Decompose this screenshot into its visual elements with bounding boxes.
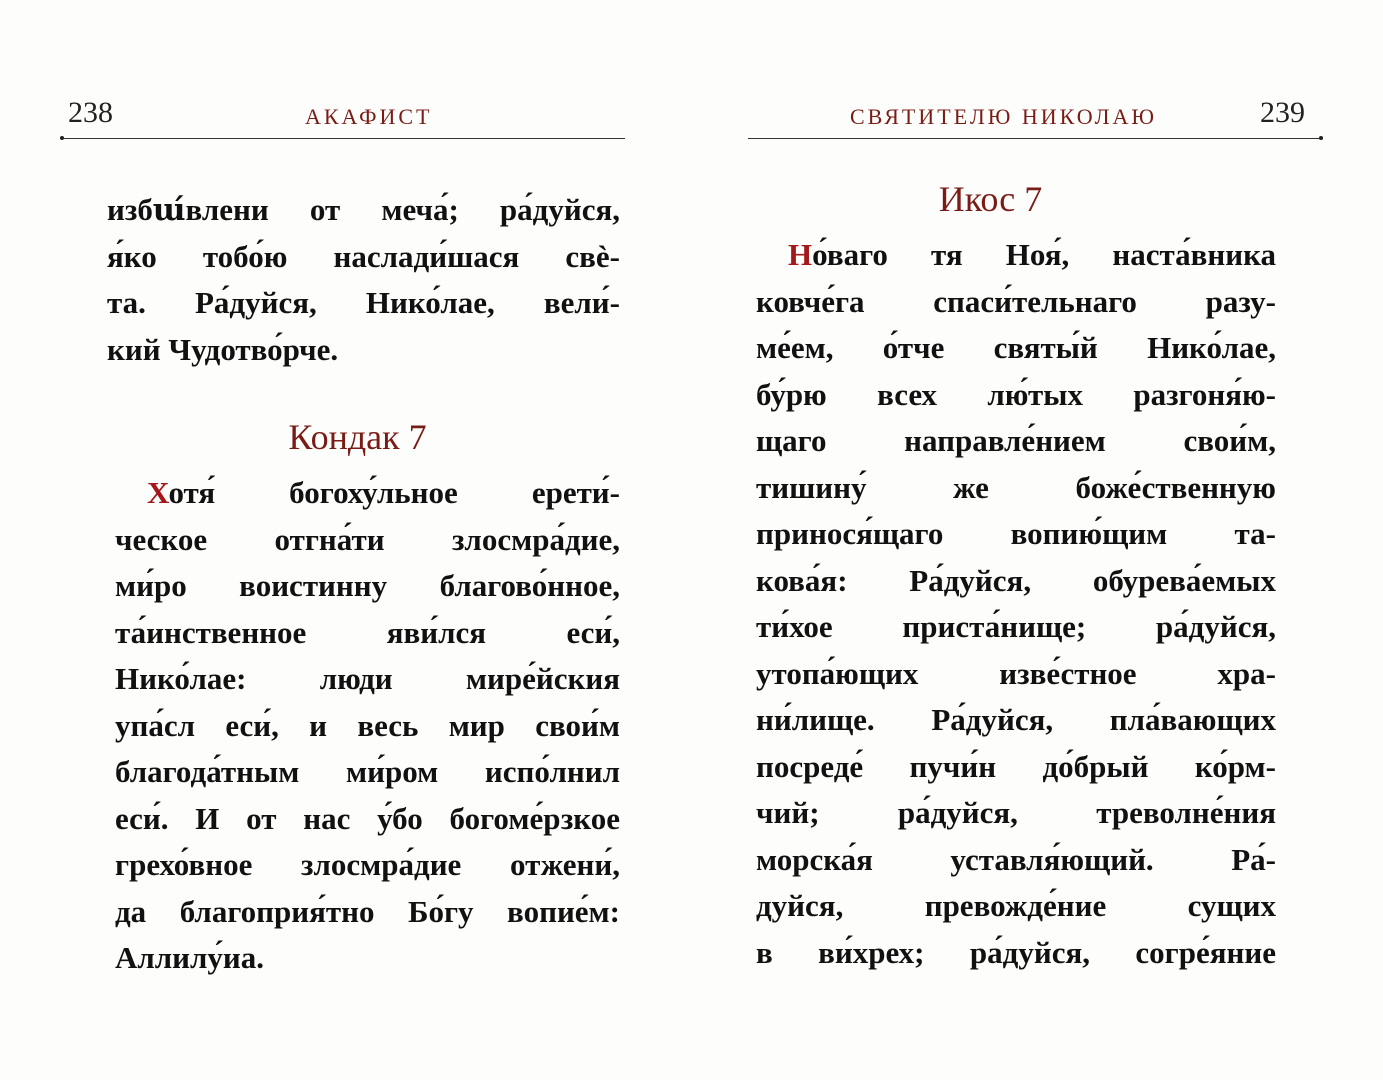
line-text: Нико́лае: люди мире́йския: [115, 661, 620, 696]
page-number: 238: [68, 96, 113, 129]
text-line: [115, 656, 620, 703]
line-text: ми́ро воистинну благово́нное,: [115, 568, 620, 603]
header-rule: [748, 138, 1323, 139]
header-rule: [60, 138, 625, 139]
text-line: [756, 744, 1276, 791]
text-line: [107, 327, 620, 374]
text-line: [115, 889, 620, 936]
kontakion-paragraph: [115, 470, 620, 982]
text-line: [107, 280, 620, 327]
line-text: кий Чудотво́рче.: [107, 331, 339, 367]
left-page: [60, 0, 625, 1080]
text-line: [756, 558, 1276, 605]
line-text: о́ваго тя Ноя́, наста́вника: [812, 237, 1276, 272]
text-line: [115, 796, 620, 843]
line-text: ковче́га спаси́тельнаго разу-: [756, 283, 1276, 319]
text-line: [115, 470, 620, 517]
line-text: посреде́ пучи́н до́брый ко́рм-: [756, 748, 1276, 784]
text-line: [756, 372, 1276, 419]
text-line: [107, 234, 620, 281]
line-text: отя́ богоху́льное ерети́-: [168, 475, 620, 510]
running-header: [60, 96, 625, 132]
line-text: морска́я уставля́ющий. Ра́-: [756, 841, 1276, 877]
line-text: та. Ра́дуйся, Нико́лае, вели́-: [107, 285, 620, 320]
line-text: ческое отгна́ти злосмра́дие,: [115, 521, 620, 557]
section-heading: Кондак 7: [288, 417, 427, 457]
text-line: [756, 511, 1276, 558]
text-line: [115, 935, 620, 982]
text-line: [756, 790, 1276, 837]
drop-letter: Х: [147, 475, 169, 510]
line-text: Аллилу́иа.: [115, 940, 265, 975]
text-line: [107, 187, 620, 234]
line-text: принося́щаго вопию́щим та-: [756, 516, 1276, 551]
line-text: кова́я: Ра́дуйся, обурева́емых: [756, 562, 1276, 598]
continuation-paragraph: [107, 187, 620, 373]
right-page: [748, 0, 1323, 1080]
text-line: [115, 517, 620, 564]
line-text: избա́влени от меча́; ра́дуйся,: [107, 192, 620, 227]
running-title: АКАФИСТ: [305, 104, 433, 129]
drop-letter: Н: [788, 237, 813, 272]
line-text: чий; ра́дуйся, треволне́ния: [756, 795, 1276, 830]
line-text: ме́ем, о́тче святы́й Нико́лае,: [756, 330, 1276, 365]
line-text: еси́. И от нас у́бо богоме́рзкое: [115, 800, 620, 836]
line-text: тишину́ же боже́ственную: [756, 469, 1276, 505]
ikos-paragraph: [756, 232, 1276, 976]
text-line: [756, 837, 1276, 884]
text-line: [115, 610, 620, 657]
line-text: дуйся, превожде́ние сущих: [756, 888, 1276, 923]
line-text: ни́лище. Ра́дуйся, пла́вающих: [756, 702, 1276, 737]
text-line: [756, 604, 1276, 651]
text-line: [756, 697, 1276, 744]
text-line: [756, 883, 1276, 930]
text-line: [115, 563, 620, 610]
running-header: [748, 96, 1323, 132]
line-text: щаго направле́нием свои́м,: [756, 423, 1276, 458]
text-line: [756, 418, 1276, 465]
page-number: 239: [1260, 96, 1305, 129]
line-text: да благоприя́тно Бо́гу вопие́м:: [115, 893, 620, 929]
text-line: [756, 651, 1276, 698]
line-text: бу́рю всех лю́тых разгоня́ю-: [756, 376, 1276, 412]
text-line: [756, 930, 1276, 977]
line-text: в ви́хрех; ра́дуйся, согре́яние: [756, 934, 1276, 970]
line-text: грехо́вное злосмра́дие отжени́,: [115, 847, 620, 882]
line-text: та́инственное яви́лся еси́,: [115, 614, 620, 650]
line-text: упа́сл еси́, и весь мир свои́м: [115, 707, 620, 743]
line-text: благода́тным ми́ром испо́лнил: [115, 754, 620, 789]
text-line: [756, 465, 1276, 512]
text-line: [756, 279, 1276, 326]
line-text: утопа́ющих изве́стное хра-: [756, 655, 1276, 691]
text-line: [756, 232, 1276, 279]
running-title: СВЯТИТЕЛЮ НИКОЛАЮ: [850, 104, 1157, 129]
text-line: [756, 325, 1276, 372]
section-heading: Икос 7: [938, 179, 1043, 219]
line-text: ти́хое приста́нище; ра́дуйся,: [756, 609, 1276, 644]
line-text: я́ко тобо́ю наслади́шася свѐ-: [107, 238, 620, 274]
text-line: [115, 842, 620, 889]
text-line: [115, 703, 620, 750]
text-line: [115, 749, 620, 796]
